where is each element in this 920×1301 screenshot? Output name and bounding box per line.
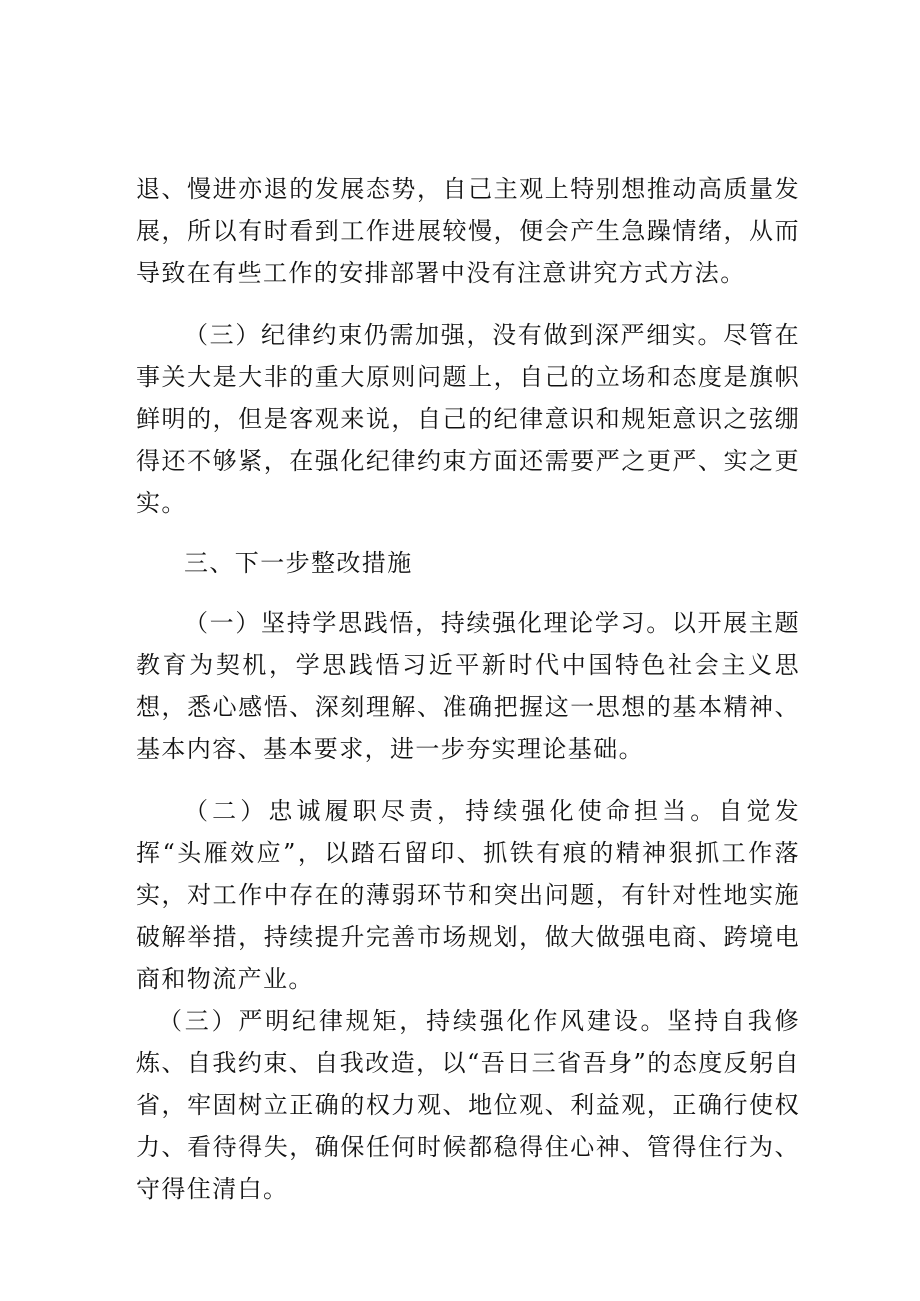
paragraph-discipline-section: （三）纪律约束仍需加强，没有做到深严细实。尽管在事关大是大非的重大原则问题上，自己的立场和态度是旗帜鲜明的，但是客观来说，自己的纪律意识和规矩意识之弦绷得还不够紧，在强化纪律约束方面还需要严之更严、实之更实。	[136, 321, 800, 517]
paragraph-mission-responsibility: （二）忠诚履职尽责，持续强化使命担当。自觉发挥“头雁效应”，以踏石留印、抓铁有痕的精神狠抓工作落实，对工作中存在的薄弱环节和突出问题，有针对性地实施破解举措，持续提升完善市场规划，做大做强电商、跨境电商和物流产业。	[136, 797, 800, 993]
section-heading-rectification: 三、下一步整改措施	[184, 549, 413, 577]
paragraph-continuation: 退、慢进亦退的发展态势，自己主观上特别想推动高质量发展，所以有时看到工作进展较慢，便会产生急躁情绪，从而导致在有些工作的安排部署中没有注意讲究方式方法。	[136, 175, 800, 287]
document-body	[136, 168, 800, 1210]
paragraph-theory-study: （一）坚持学思践悟，持续强化理论学习。以开展主题教育为契机，学思践悟习近平新时代中国特色社会主义思想，悉心感悟、深刻理解、准确把握这一思想的基本精神、基本内容、基本要求，进一步夯实理论基础。	[136, 609, 800, 763]
paragraph-work-style: （三）严明纪律规矩，持续强化作风建设。坚持自我修炼、自我约束、自我改造，以“吾日三省吾身”的态度反躬自省，牢固树立正确的权力观、地位观、利益观，正确行使权力、看待得失，确保任何时候都稳得住心神、管得住行为、守得住清白。	[136, 1007, 800, 1203]
